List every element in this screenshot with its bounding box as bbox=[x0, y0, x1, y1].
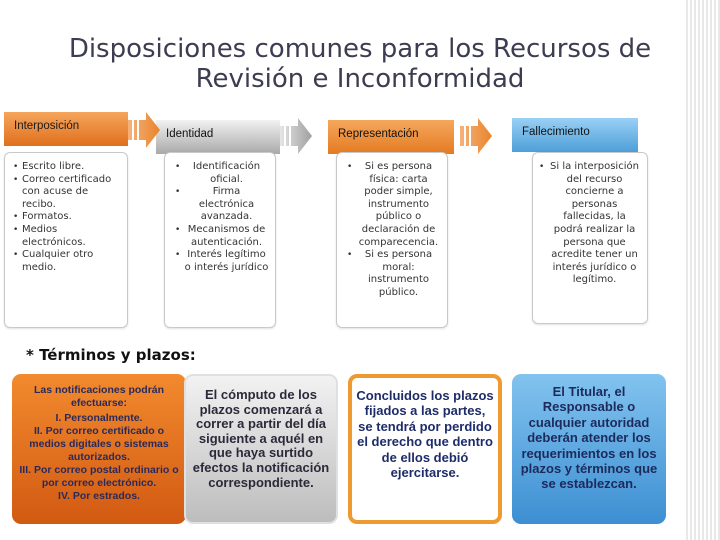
list-item: • Medios electrónicos. bbox=[13, 224, 121, 249]
page-title bbox=[30, 34, 690, 94]
arrow-right-icon bbox=[280, 116, 314, 156]
list-item: • Cualquier otro medio. bbox=[13, 249, 121, 274]
arrow-right-icon bbox=[460, 116, 494, 156]
identidad-box bbox=[164, 152, 276, 328]
list-item: • Mecanismos de autenticación. bbox=[175, 224, 269, 249]
header-interposicion: Interposición bbox=[4, 112, 128, 146]
arrow-right-icon bbox=[128, 110, 162, 150]
list-item: • Correo certificado con acuse de recibo. bbox=[13, 174, 121, 212]
list-item: • Identificación oficial. bbox=[175, 161, 269, 186]
list-item: • Formatos. bbox=[13, 211, 121, 224]
list-item: IV. Por estrados. bbox=[58, 490, 140, 502]
list-item: • Firma electrónica avanzada. bbox=[175, 186, 269, 224]
header-fallecimiento: Fallecimiento bbox=[512, 118, 638, 152]
computo-plazos-panel: El cómputo de los plazos comenzará a correr a partir del día siguiente a aquél en que haya surtido efectos la notificación correspondiente. bbox=[184, 374, 338, 524]
title-line-2: Revisión e Inconformidad bbox=[195, 64, 525, 94]
decorative-stripes bbox=[686, 0, 720, 540]
notifications-panel bbox=[12, 374, 186, 524]
list-item: • Si la interposición del recurso concierne a personas fallecidas, la podrá realizar la persona que acredite tener un interés jurídico o legítimo. bbox=[539, 161, 641, 287]
notifications-title: Las notificaciones podrán efectuarse: bbox=[33, 384, 165, 409]
list-item: • Si es persona física: carta poder simple, instrumento público o declaración de comparecencia. bbox=[347, 161, 441, 249]
title-line-1: Disposiciones comunes para los Recursos de bbox=[68, 34, 652, 64]
list-item: • Interés legítimo o interés jurídico bbox=[175, 249, 269, 274]
requerimientos-panel: El Titular, el Responsable o cualquier autoridad deberán atender los requerimientos en los plazos y términos que se establezcan. bbox=[512, 374, 666, 524]
list-item: • Escrito libre. bbox=[13, 161, 121, 174]
header-identidad: Identidad bbox=[156, 120, 280, 154]
plazos-concluidos-panel: Concluidos los plazos fijados a las partes, se tendrá por perdido el derecho que dentro de ellos debió ejercitarse. bbox=[348, 374, 502, 524]
interposicion-box bbox=[4, 152, 128, 328]
list-item: II. Por correo certificado o medios digitales o sistemas autorizados. bbox=[29, 425, 169, 463]
list-item: • Si es persona moral: instrumento público. bbox=[347, 249, 441, 299]
list-item: III. Por correo postal ordinario o por correo electrónico. bbox=[19, 464, 179, 489]
representacion-box bbox=[336, 152, 448, 328]
list-item: I. Personalmente. bbox=[55, 412, 143, 424]
terms-label: * Términos y plazos: bbox=[26, 346, 196, 364]
fallecimiento-box bbox=[532, 152, 648, 324]
header-representacion: Representación bbox=[328, 120, 454, 154]
